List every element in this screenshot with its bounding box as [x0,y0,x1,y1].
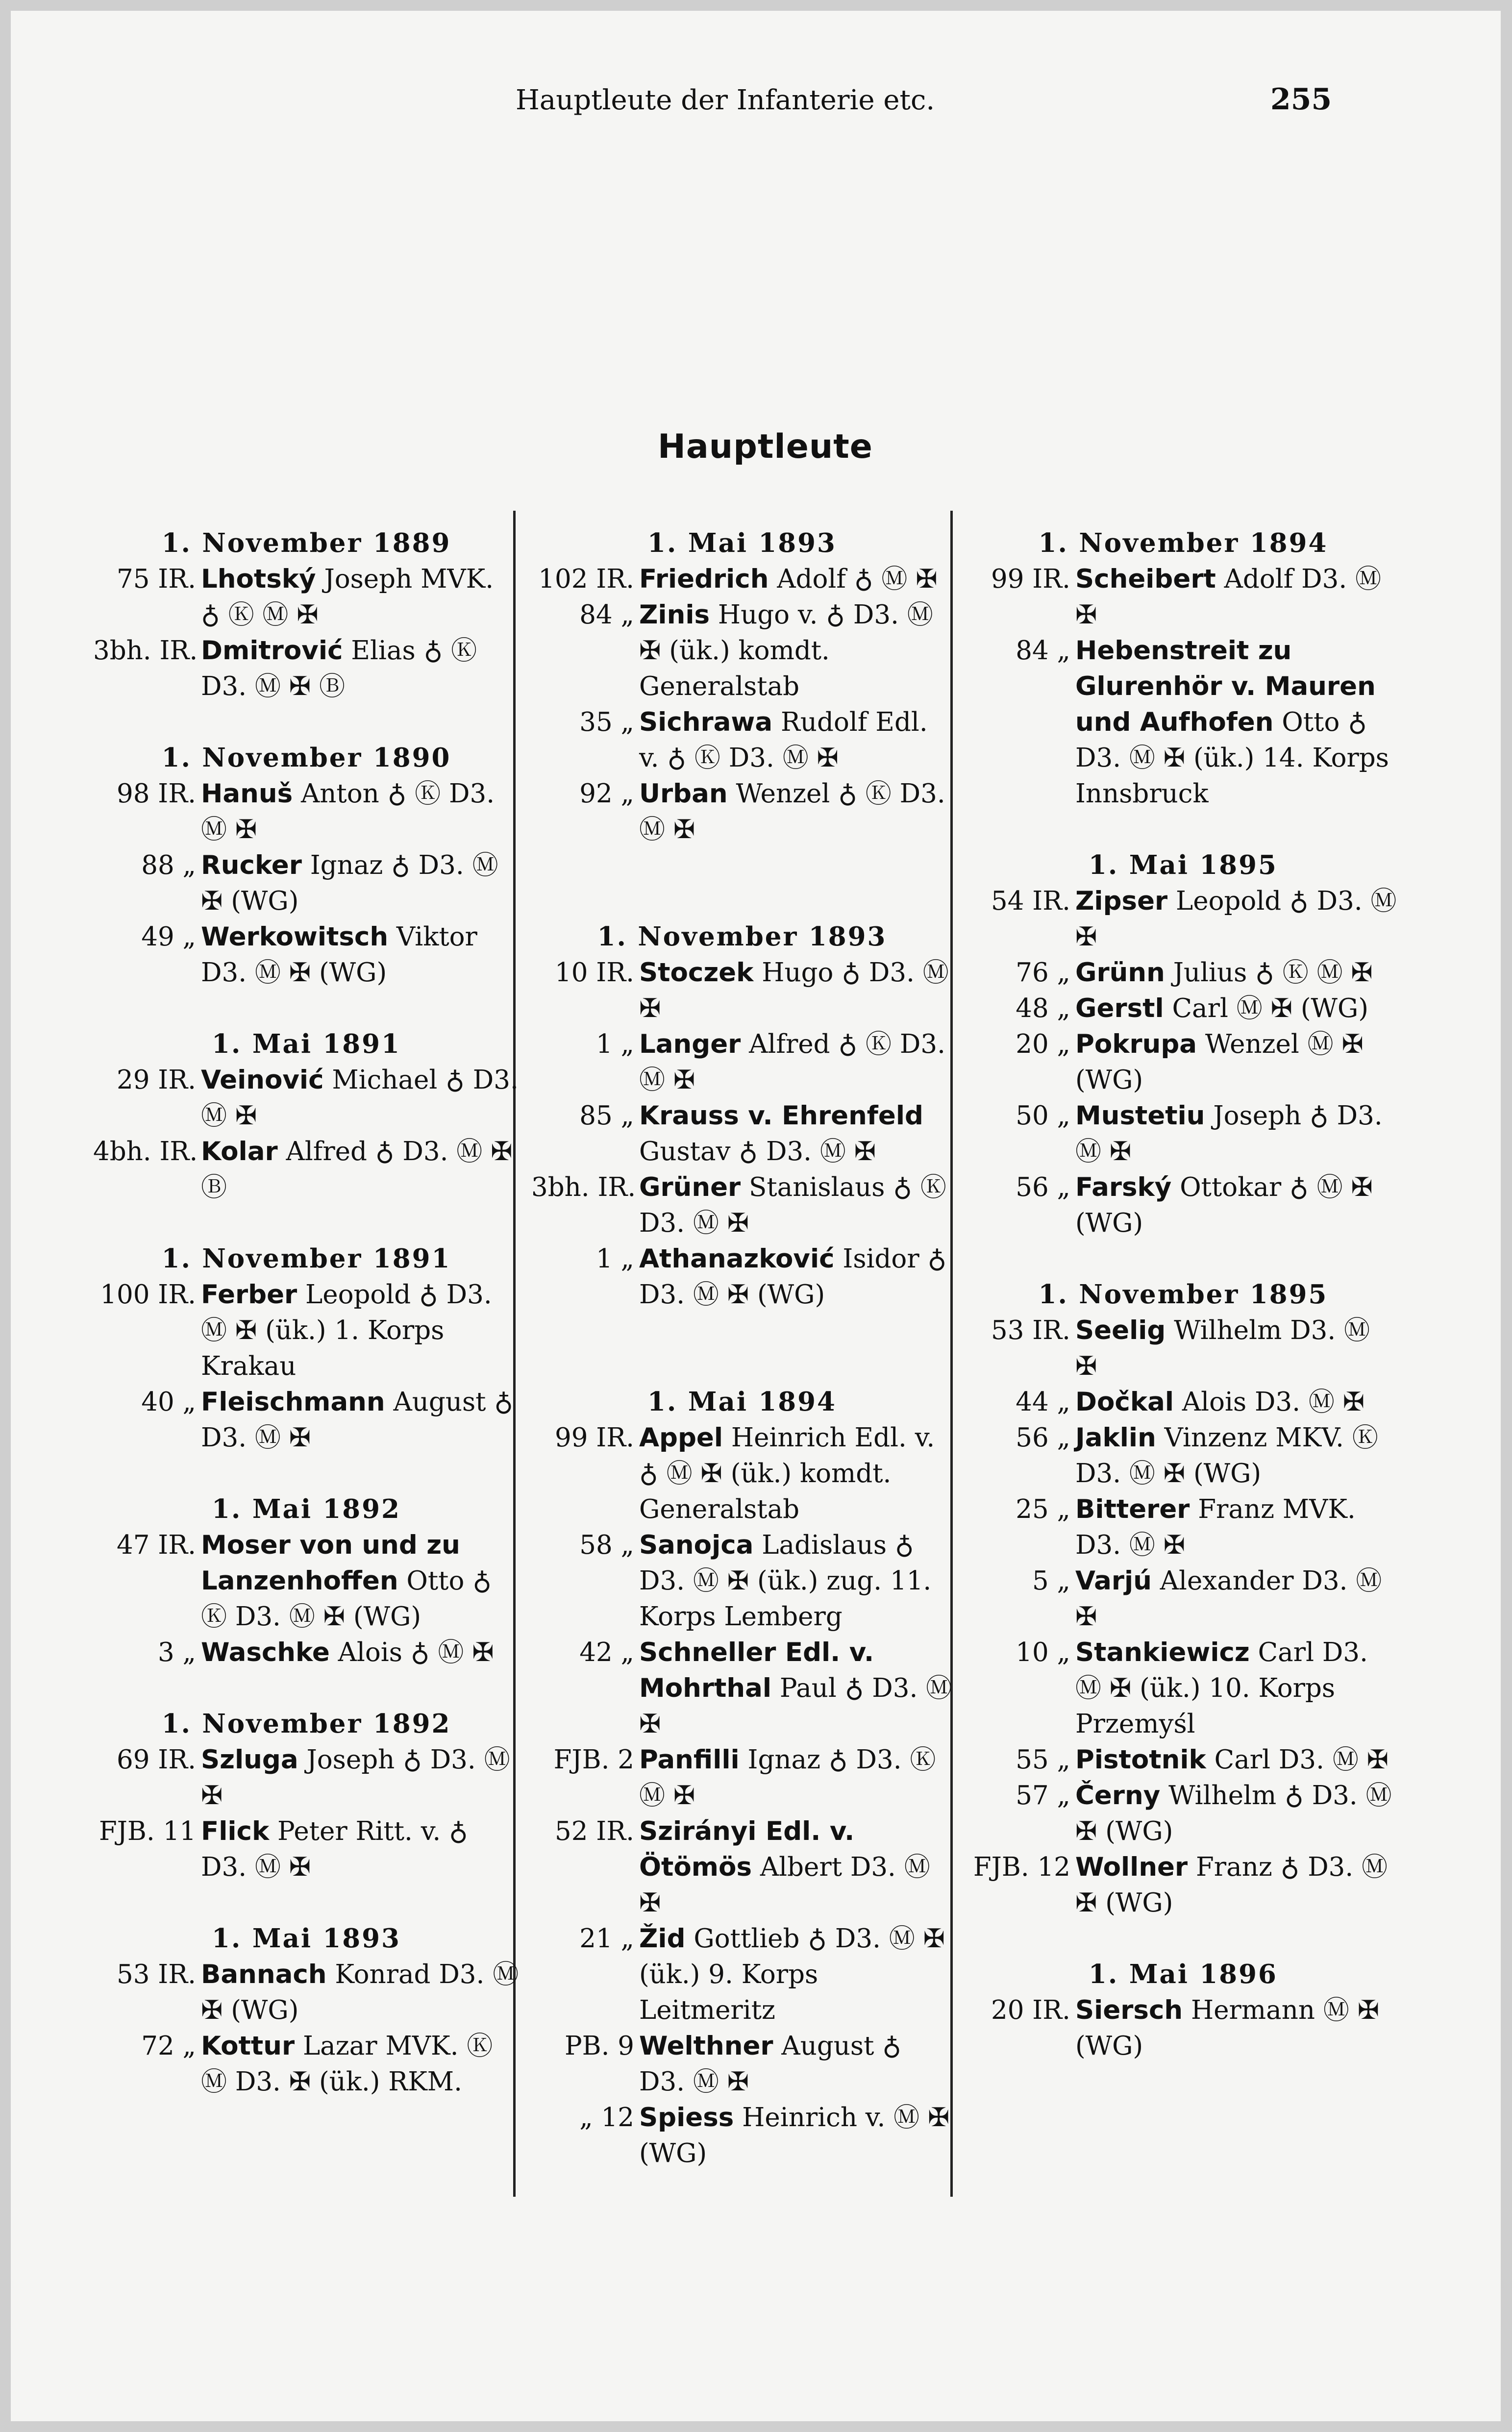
officer-surname: Veinović [201,1065,324,1095]
unit-label: 58 „ [579,1530,634,1560]
officer-surname: Dočkal [1075,1387,1174,1417]
entry-details: Leopold ♁ D3. Ⓜ ✠ [1075,886,1397,952]
officer-surname: Werkowitsch [201,922,389,952]
officer-surname: Černy [1075,1781,1161,1811]
entry-details: Gottlieb ♁ D3. Ⓜ ✠ (ük.) 9. Korps Leitmeritz [639,1924,945,2025]
roster-entry [531,1241,953,1313]
officer-surname: Bannach [201,1960,327,1989]
entry-details: Viktor D3. Ⓜ ✠ (WG) [201,922,477,988]
officer-surname: Siersch [1075,1995,1183,2025]
officer-surname: Rucker [201,850,302,880]
roster-entry [93,1635,520,1670]
unit-label: 50 „ [1016,1101,1070,1131]
unit-label: 92 „ [579,779,634,809]
roster-entry [967,1563,1399,1635]
roster-entry [967,633,1399,812]
officer-surname: Hanuš [201,779,293,809]
unit-label: 42 „ [579,1638,634,1667]
date-heading: 1. November 1892 [161,1709,451,1739]
entry-details: Alfred ♁ D3. Ⓜ ✠ Ⓑ [201,1137,513,1202]
section-heading: Hauptleute [658,427,873,466]
entry-details: Wilhelm D3. Ⓜ ✠ [1075,1315,1370,1381]
officer-surname: Stankiewicz [1075,1638,1250,1667]
roster-entry [93,1062,520,1134]
entry-details: Joseph ♁ D3. Ⓜ ✠ [1075,1101,1383,1166]
entry-details: Hugo v. ♁ D3. Ⓜ ✠ (ük.) komdt. Generalstab [639,600,933,701]
unit-label: 48 „ [1016,993,1070,1023]
entry-details: Otto ♁ D3. Ⓜ ✠ (ük.) 14. Korps Innsbruck [1075,707,1389,809]
officer-surname: Grüner [639,1172,741,1202]
officer-surname: Wollner [1075,1852,1188,1882]
page-number: 255 [1270,82,1332,117]
officer-surname: Grünn [1075,958,1165,988]
entry-details: Ignaz ♁ D3. Ⓜ ✠ (WG) [201,850,498,916]
unit-label: 3bh. IR. [531,1172,636,1202]
entry-details: Peter Ritt. v. ♁ D3. Ⓜ ✠ [201,1816,468,1882]
roster-entry [531,1921,953,2028]
roster-entry [967,1992,1399,2064]
entry-details: Hermann Ⓜ ✠ (WG) [1075,1995,1380,2061]
entry-details: Carl D3. Ⓜ ✠ [1206,1745,1389,1775]
date-heading: 1. Mai 1891 [212,1029,401,1059]
entry-details: Otto ♁ Ⓚ D3. Ⓜ ✠ (WG) [201,1566,492,1632]
spacer [93,1670,520,1706]
unit-label: 20 „ [1016,1029,1070,1059]
entry-details: Adolf ♁ Ⓜ ✠ [768,564,938,594]
officer-surname: Kottur [201,2031,295,2061]
date-heading: 1. November 1894 [1038,528,1328,558]
unit-label: 88 „ [141,850,196,880]
entry-details: Elias ♁ Ⓚ D3. Ⓜ ✠ Ⓑ [201,636,477,701]
roster-entry [967,561,1399,633]
officer-surname: Krauss v. Ehrenfeld [639,1101,923,1131]
entry-details: Heinrich Edl. v. ♁ Ⓜ ✠ (ük.) komdt. Generalstab [639,1423,935,1524]
roster-entry [967,1635,1399,1742]
officer-surname: Moser von und zu Lanzenhoffen [201,1530,460,1596]
roster-entry [93,1957,520,2028]
entry-details: Gustav ♁ D3. Ⓜ ✠ [639,1137,876,1166]
unit-label: 25 „ [1016,1494,1070,1524]
unit-label: 4bh. IR. [93,1137,198,1166]
roster-entry [531,2028,953,2100]
roster-entry [531,561,953,597]
officer-surname: Welthner [639,2031,773,2061]
officer-surname: Ferber [201,1280,297,1310]
roster-entry [93,919,520,991]
officer-surname: Varjú [1075,1566,1152,1596]
spacer [967,1241,1399,1277]
roster-entry [967,1026,1399,1098]
entry-details: Lazar MVK. Ⓚ Ⓜ D3. ✠ (ük.) RKM. [201,2031,493,2097]
entry-details: Joseph ♁ D3. Ⓜ ✠ [201,1745,510,1811]
officer-surname: Sanojca [639,1530,754,1560]
roster-entry [967,1169,1399,1241]
date-heading: 1. Mai 1896 [1089,1959,1278,1989]
column-3 [967,525,1399,2064]
unit-label: 72 „ [141,2031,196,2061]
entry-details: Stanislaus ♁ Ⓚ D3. Ⓜ ✠ [639,1172,946,1238]
running-title: Hauptleute der Infanterie etc. [516,84,935,116]
unit-label: 44 „ [1016,1387,1070,1417]
roster-entry [531,1420,953,1527]
unit-label: 1 „ [595,1029,634,1059]
entry-details: Albert D3. Ⓜ ✠ [639,1852,930,1918]
roster-entry [531,1098,953,1169]
unit-label: 49 „ [141,922,196,952]
unit-label: FJB. 12 [973,1852,1070,1882]
entry-details: Rudolf Edl. v. ♁ Ⓚ D3. Ⓜ ✠ [639,707,928,773]
unit-label: 1 „ [595,1244,634,1274]
date-heading: 1. November 1893 [597,921,887,952]
roster-entry [967,1420,1399,1491]
column-1 [93,525,520,2100]
roster-entry [93,2028,520,2100]
roster-entry [967,883,1399,955]
officer-surname: Bitterer [1075,1494,1190,1524]
unit-label: 53 IR. [117,1960,196,1989]
entry-details: Ignaz ♁ D3. Ⓚ Ⓜ ✠ [639,1745,936,1811]
officer-surname: Szirányi Edl. v. Ötömös [639,1816,855,1882]
unit-label: 84 „ [1016,636,1070,666]
officer-surname: Farský [1075,1172,1172,1202]
officer-surname: Athanazković [639,1244,835,1274]
entry-details: Alexander D3. Ⓜ ✠ [1075,1566,1382,1632]
officer-surname: Spiess [639,2103,734,2133]
roster-entry [531,1813,953,1921]
officer-surname: Stoczek [639,958,754,988]
entry-details: Adolf D3. Ⓜ ✠ [1075,564,1382,630]
entry-details: Vinzenz MKV. Ⓚ D3. Ⓜ ✠ (WG) [1075,1423,1378,1489]
unit-label: 52 IR. [555,1816,634,1846]
roster-entry [967,1098,1399,1169]
unit-label: 69 IR. [117,1745,196,1775]
unit-label: 20 IR. [991,1995,1070,2025]
roster-entry [93,633,520,704]
unit-label: „ 12 [579,2103,634,2133]
roster-entry [967,1491,1399,1563]
entry-details: Alois D3. Ⓜ ✠ [1174,1387,1365,1417]
roster-entry [531,1169,953,1241]
roster-entry [531,1635,953,1742]
unit-label: 47 IR. [117,1530,196,1560]
unit-label: 98 IR. [117,779,196,809]
entry-details: Carl Ⓜ ✠ (WG) [1164,993,1369,1023]
date-heading: 1. November 1895 [1038,1279,1328,1310]
unit-label: 55 „ [1016,1745,1070,1775]
roster-entry [531,704,953,776]
roster-entry [531,955,953,1026]
roster-entry [93,847,520,919]
roster-entry [531,1026,953,1098]
officer-surname: Mustetiu [1075,1101,1205,1131]
officer-surname: Pistotnik [1075,1745,1206,1775]
roster-entry [531,2100,953,2171]
entry-details: Ottokar ♁ Ⓜ ✠ (WG) [1075,1172,1373,1238]
roster-entry [531,1527,953,1635]
officer-surname: Sichrawa [639,707,773,737]
unit-label: 56 „ [1016,1423,1070,1453]
roster-entry [967,1849,1399,1921]
date-heading: 1. November 1891 [161,1243,451,1274]
officer-surname: Seelig [1075,1315,1166,1345]
unit-label: 53 IR. [991,1315,1070,1345]
roster-entry [93,561,520,633]
spacer [531,847,953,919]
entry-details: Franz ♁ D3. Ⓜ ✠ (WG) [1075,1852,1388,1918]
roster-entry [531,776,953,847]
entry-details: Julius ♁ Ⓚ Ⓜ ✠ [1165,958,1373,988]
document-page [11,11,1501,2421]
officer-surname: Scheibert [1075,564,1216,594]
entry-details: Isidor ♁ D3. Ⓜ ✠ (WG) [639,1244,947,1310]
officer-surname: Panfilli [639,1745,740,1775]
roster-entry [967,1384,1399,1420]
unit-label: 76 „ [1016,958,1070,988]
unit-label: 35 „ [579,707,634,737]
unit-label: 100 IR. [100,1280,196,1310]
entry-details: Ladislaus ♁ D3. Ⓜ ✠ (ük.) zug. 11. Korps Lemberg [639,1530,932,1632]
officer-surname: Flick [201,1816,270,1846]
officer-surname: Szluga [201,1745,298,1775]
entry-details: Michael ♁ D3. Ⓜ ✠ [201,1065,519,1131]
officer-surname: Zipser [1075,886,1168,916]
entry-details: Heinrich v. Ⓜ ✠ (WG) [639,2103,950,2168]
spacer [93,1885,520,1921]
spacer [967,1921,1399,1957]
unit-label: 84 „ [579,600,634,630]
roster-entry [93,1384,520,1456]
spacer [967,812,1399,847]
spacer [93,991,520,1026]
column-2 [531,525,953,2171]
entry-details: Joseph MVK. ♁ Ⓚ Ⓜ ✠ [201,564,494,630]
roster-entry [967,1313,1399,1384]
officer-surname: Schneller Edl. v. Mohrthal [639,1638,874,1703]
roster-entry [967,991,1399,1026]
officer-surname: Lhotský [201,564,316,594]
roster-entry [967,1742,1399,1778]
officer-surname: Zinis [639,600,710,630]
spacer [93,704,520,740]
unit-label: 21 „ [579,1924,634,1954]
officer-surname: Hebenstreit zu Glurenhör v. Mauren und Aufhofen [1075,636,1376,737]
officer-surname: Jaklin [1075,1423,1156,1453]
officer-surname: Langer [639,1029,741,1059]
roster-entry [531,597,953,704]
entry-details: August ♁ D3. Ⓜ ✠ [201,1387,514,1453]
unit-label: 99 IR. [555,1423,634,1453]
roster-entry [93,1813,520,1885]
date-heading: 1. November 1890 [161,743,451,773]
date-heading: 1. Mai 1892 [212,1494,401,1524]
unit-label: 102 IR. [538,564,634,594]
roster-entry [967,1778,1399,1849]
unit-label: 57 „ [1016,1781,1070,1811]
unit-label: FJB. 11 [99,1816,196,1846]
roster-entry [967,955,1399,991]
entry-details: Anton ♁ Ⓚ D3. Ⓜ ✠ [201,779,495,844]
spacer [531,1313,953,1384]
roster-entry [93,1742,520,1813]
date-heading: 1. Mai 1894 [647,1387,837,1417]
entry-details: Hugo ♁ D3. Ⓜ ✠ [639,958,949,1023]
entry-details: Alois ♁ Ⓜ ✠ [329,1638,494,1667]
officer-surname: Pokrupa [1075,1029,1197,1059]
date-heading: 1. Mai 1893 [212,1923,401,1954]
entry-details: Paul ♁ D3. Ⓜ ✠ [639,1673,952,1739]
unit-label: PB. 9 [564,2031,634,2061]
roster-entry [531,1742,953,1813]
officer-surname: Kolar [201,1137,278,1166]
unit-label: 56 „ [1016,1172,1070,1202]
date-heading: 1. Mai 1893 [647,528,837,558]
entry-details: Franz MVK. D3. Ⓜ ✠ [1075,1494,1356,1560]
entry-details: Alfred ♁ Ⓚ D3. Ⓜ ✠ [639,1029,945,1095]
officer-surname: Gerstl [1075,993,1164,1023]
spacer [93,1456,520,1491]
unit-label: 5 „ [1032,1566,1070,1596]
officer-surname: Dmitrović [201,636,343,666]
unit-label: 3 „ [157,1638,196,1667]
unit-label: 85 „ [579,1101,634,1131]
unit-label: 54 IR. [991,886,1070,916]
officer-surname: Urban [639,779,728,809]
roster-entry [93,776,520,847]
officer-surname: Appel [639,1423,723,1453]
unit-label: FJB. 2 [553,1745,634,1775]
entry-details: Wilhelm ♁ D3. Ⓜ ✠ (WG) [1075,1781,1392,1846]
entry-details: Leopold ♁ D3. Ⓜ ✠ (ük.) 1. Korps Krakau [201,1280,492,1381]
date-heading: 1. Mai 1895 [1089,850,1278,880]
date-heading: 1. November 1889 [161,528,451,558]
unit-label: 75 IR. [117,564,196,594]
unit-label: 40 „ [141,1387,196,1417]
entry-details: August ♁ D3. Ⓜ ✠ [639,2031,901,2097]
entry-details: Carl D3. Ⓜ ✠ (ük.) 10. Korps Przemyśl [1075,1638,1368,1739]
unit-label: 10 IR. [555,958,634,988]
unit-label: 99 IR. [991,564,1070,594]
spacer [93,1205,520,1241]
unit-label: 10 „ [1016,1638,1070,1667]
officer-surname: Waschke [201,1638,330,1667]
roster-entry [93,1134,520,1205]
unit-label: 3bh. IR. [93,636,198,666]
roster-entry [93,1277,520,1384]
entry-details: Konrad D3. Ⓜ ✠ (WG) [201,1960,519,2025]
officer-surname: Žid [639,1924,686,1954]
officer-surname: Fleischmann [201,1387,385,1417]
officer-surname: Friedrich [639,564,769,594]
roster-entry [93,1527,520,1635]
entry-details: Wenzel Ⓜ ✠ (WG) [1075,1029,1363,1095]
entry-details: Wenzel ♁ Ⓚ D3. Ⓜ ✠ [639,779,945,844]
unit-label: 29 IR. [117,1065,196,1095]
